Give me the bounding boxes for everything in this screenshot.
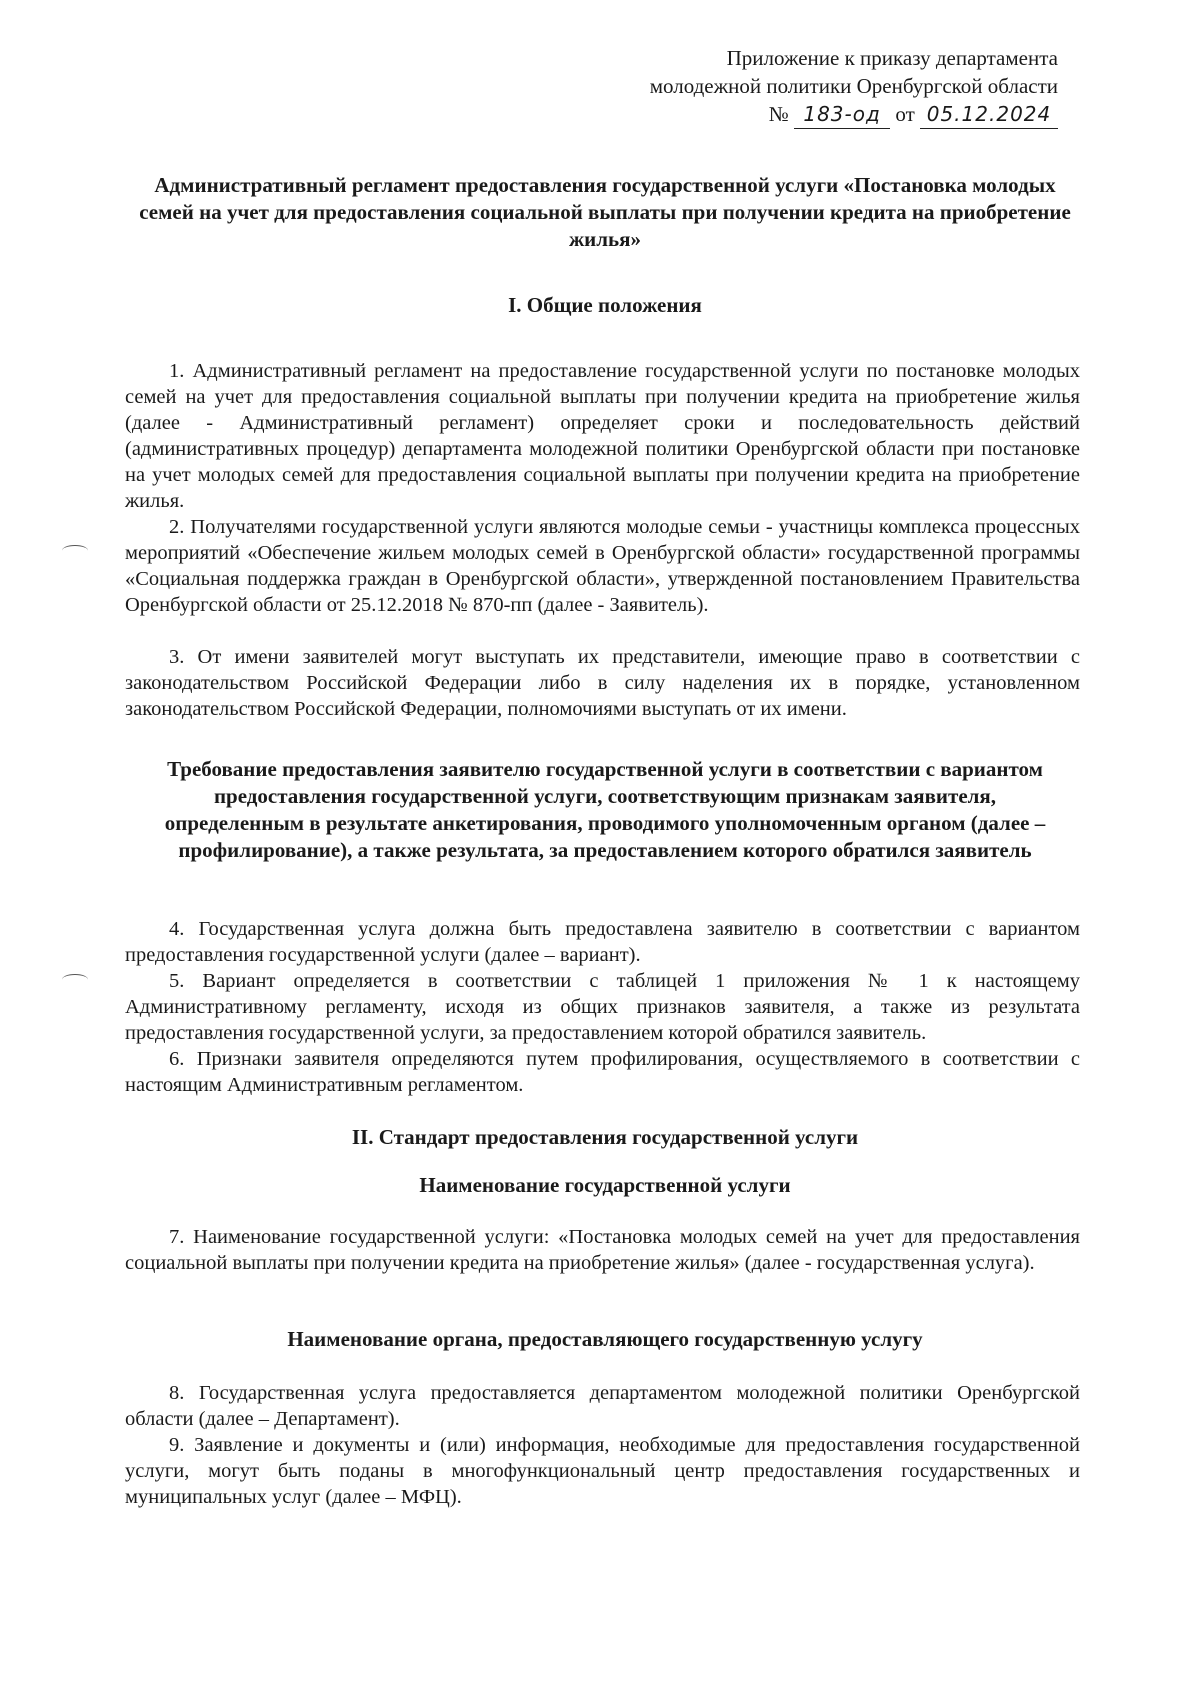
- paragraph-5: 5. Вариант определяется в соответствии с таблицей 1 приложения № 1 к настоящему Административному регламенту, исходя из общих признаков заявителя, а также из результата предоставления государственной услуги, за предоставлением которой обратился заявитель.: [125, 970, 1080, 1044]
- paragraph-1: 1. Административный регламент на предоставление государственной услуги по постановке молодых семей на учет для предоставления социальной выплаты при получении кредита на приобретение жилья (далее - Административный регламент) определяет сроки и последовательность действий (административных процедур) департамента молодежной политики Оренбургской области при постановке на учет молодых семей для предоставления социальной выплаты при получении кредита на приобретение жилья.: [125, 360, 1080, 512]
- order-number-handwritten: 183-од: [794, 100, 890, 129]
- requirement-title: Требование предоставления заявителю государственной услуги в соответствии с вариантом предоставления государственной услуги, соответствующим признакам заявителя, определенным в результате анкетирования, проводимого уполномоченным органом (далее – профилирование), а также результата, за предоставлением которого обратился заявитель: [164, 757, 1046, 862]
- order-date-handwritten: 05.12.2024: [920, 100, 1058, 129]
- paragraph-2: 2. Получателями государственной услуги являются молодые семьи - участницы комплекса процессных мероприятий «Обеспечение жильем молодых семей в Оренбургской области» государственной программы «Социальная поддержка граждан в Оренбургской области», утвержденной постановлением Правительства Оренбургской области от 25.12.2018 № 870-пп (далее - Заявитель).: [125, 516, 1080, 616]
- paragraph-9: 9. Заявление и документы и (или) информация, необходимые для предоставления государственной услуги, могут быть поданы в многофункциональный центр предоставления государственных и муниципальных услуг (далее – МФЦ).: [125, 1434, 1080, 1508]
- paragraph-6: 6. Признаки заявителя определяются путем профилирования, осуществляемого в соответствии с настоящим Административным регламентом.: [125, 1048, 1080, 1096]
- paragraph-8: 8. Государственная услуга предоставляется департаментом молодежной политики Оренбургской области (далее – Департамент).: [125, 1382, 1080, 1430]
- document-title: Административный регламент предоставления государственной услуги «Постановка молодых семей на учет для предоставления социальной выплаты при получении кредита на приобретение жилья»: [139, 173, 1071, 251]
- subsection-service-name-title: Наименование государственной услуги: [419, 1173, 791, 1197]
- header-line-3: [650, 100, 1058, 129]
- header-line-1: Приложение к приказу департамента: [726, 46, 1058, 70]
- order-appendix-header: [650, 44, 1058, 129]
- subsection-authority-title: Наименование органа, предоставляющего государственную услугу: [287, 1327, 923, 1351]
- header-line-2: молодежной политики Оренбургской области: [649, 74, 1058, 98]
- number-prefix: №: [768, 102, 789, 126]
- paragraph-7: 7. Наименование государственной услуги: «Постановка молодых семей на учет для предоставления социальной выплаты при получении кредита на приобретение жилья» (далее - государственная услуга).: [125, 1226, 1080, 1274]
- section-1-title: I. Общие положения: [508, 293, 702, 317]
- paragraph-4: 4. Государственная услуга должна быть предоставлена заявителю в соответствии с вариантом предоставления государственной услуги (далее – вариант).: [125, 918, 1080, 966]
- section-2-title: II. Стандарт предоставления государственной услуги: [351, 1125, 859, 1149]
- margin-scan-mark: [62, 545, 88, 556]
- date-prefix: от: [895, 102, 915, 126]
- margin-scan-mark: [62, 974, 88, 985]
- paragraph-3: 3. От имени заявителей могут выступать их представители, имеющие право в соответствии с законодательством Российской Федерации либо в силу наделения их в порядке, установленном законодательством Российской Федерации, полномочиями выступать от их имени.: [125, 646, 1080, 720]
